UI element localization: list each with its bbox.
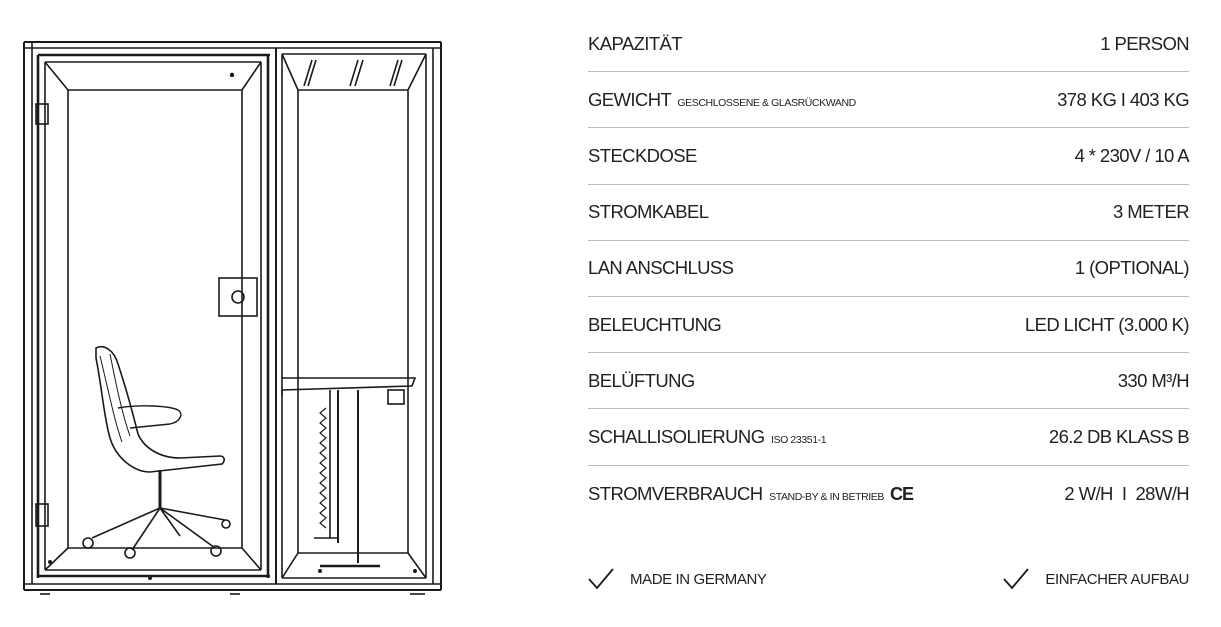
spec-label: BELEUCHTUNG	[588, 313, 722, 335]
phone-booth-icon	[20, 38, 445, 598]
spec-value: 26.2 DB KLASS B	[1048, 425, 1189, 447]
feature-easy-assembly	[1003, 568, 1189, 590]
spec-table	[588, 16, 1189, 522]
feature-label: MADE IN GERMANY	[630, 570, 767, 588]
check-icon	[588, 568, 614, 590]
spec-row-lan	[588, 241, 1189, 297]
spec-row-weight	[588, 72, 1189, 128]
ce-mark-icon: CE	[890, 483, 914, 504]
feature-made-in-germany	[588, 568, 767, 590]
check-icon	[1003, 568, 1029, 590]
phone-booth-illustration	[20, 38, 445, 598]
feature-list	[588, 562, 1189, 596]
spec-label: GEWICHT GESCHLOSSENE & GLASRÜCKWAND	[588, 88, 856, 110]
spec-label: BELÜFTUNG	[588, 369, 695, 391]
spec-row-socket	[588, 128, 1189, 184]
spec-row-power-cable	[588, 185, 1189, 241]
spec-row-lighting	[588, 297, 1189, 353]
spec-value: 3 METER	[1113, 201, 1189, 223]
spec-row-capacity	[588, 16, 1189, 72]
spec-value: LED LICHT (3.000 K)	[1024, 313, 1189, 335]
spec-label: STROMVERBRAUCH STAND-BY & IN BETRIEB CE	[588, 482, 914, 504]
spec-label: STECKDOSE	[588, 144, 697, 166]
spec-value: 330 M³/H	[1117, 369, 1189, 391]
spec-row-ventilation	[588, 353, 1189, 409]
spec-value: 1 PERSON	[1100, 32, 1189, 54]
spec-value: 2 W/H I 28W/H	[1064, 482, 1189, 504]
spec-value: 1 (OPTIONAL)	[1074, 257, 1189, 279]
spec-sublabel: STAND-BY & IN BETRIEB	[769, 490, 885, 503]
spec-row-sound-insulation	[588, 409, 1189, 465]
spec-label: STROMKABEL	[588, 201, 709, 223]
spec-label: LAN ANSCHLUSS	[588, 257, 734, 279]
spec-sublabel: GESCHLOSSENE & GLASRÜCKWAND	[677, 96, 856, 109]
spec-label: KAPAZITÄT	[588, 32, 682, 54]
spec-value: 4 * 230V / 10 A	[1074, 144, 1189, 166]
feature-label: EINFACHER AUFBAU	[1045, 570, 1189, 588]
spec-label: SCHALLISOLIERUNG ISO 23351-1	[588, 425, 827, 447]
spec-row-power-consumption	[588, 466, 1189, 522]
spec-value: 378 KG I 403 KG	[1057, 88, 1189, 110]
spec-sublabel: ISO 23351-1	[771, 433, 827, 446]
